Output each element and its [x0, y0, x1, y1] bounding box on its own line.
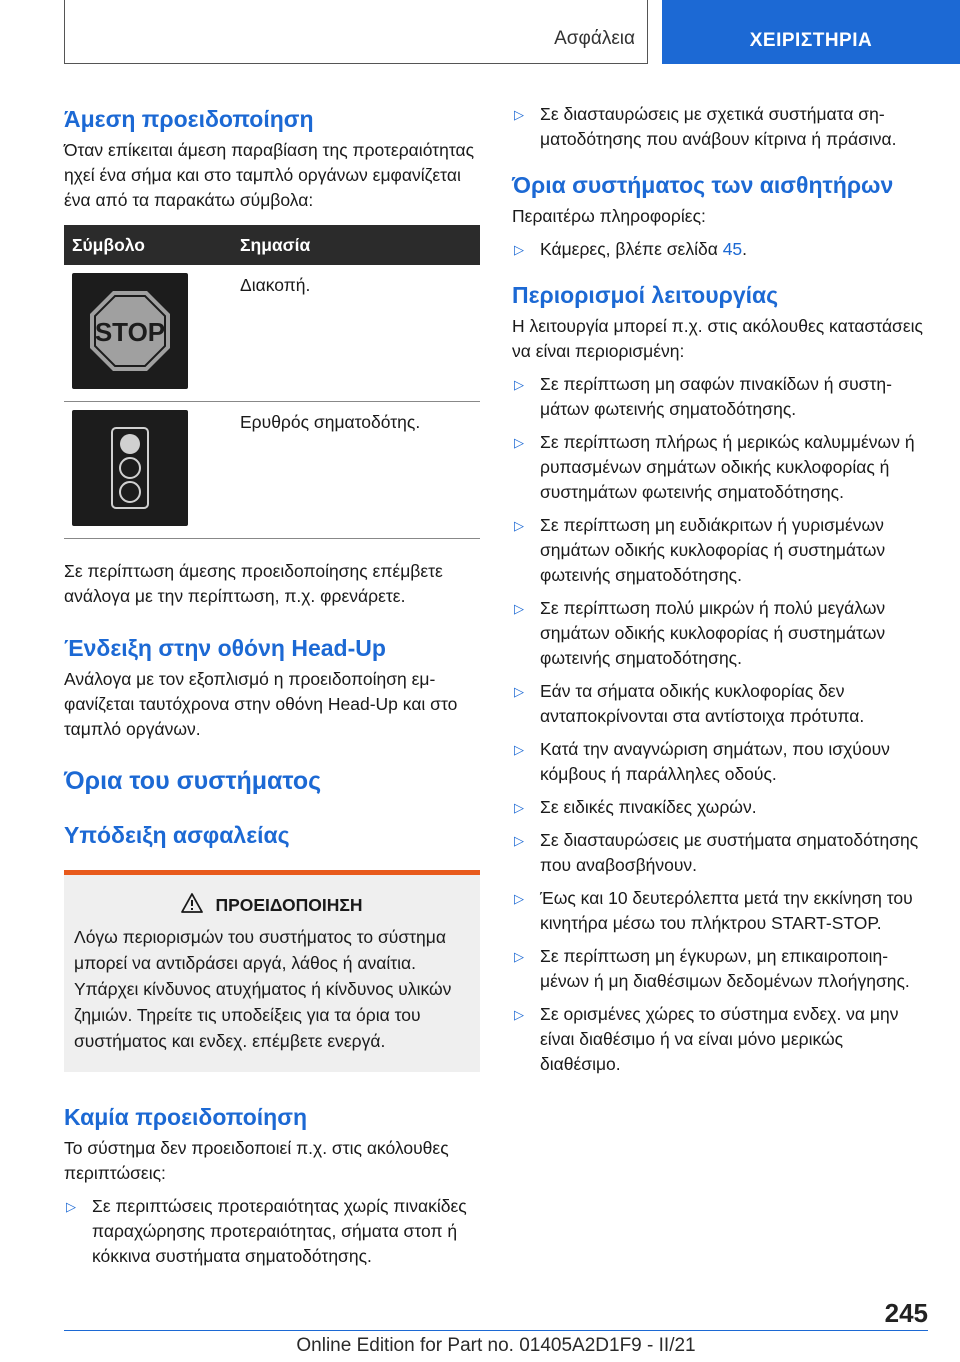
immediate-warning-intro: Όταν επίκειται άμεση παραβίαση της προτεραιότητας ηχεί ένα σήμα και στο ταμπλό οργάνων εμφανίζεται ένα από τα παρακάτω σύμβολα: — [64, 140, 475, 210]
no-warning-heading: Καμία προειδοποίηση — [64, 1104, 308, 1130]
list-item — [512, 886, 928, 936]
list-item — [512, 679, 928, 729]
meaning-cell: Ερυθρός σηματοδότης. — [232, 402, 480, 539]
list-item — [64, 1194, 480, 1269]
triangle-bullet-icon: ▷ — [66, 1199, 76, 1214]
list-item-text: Εάν τα σήματα οδικής κυκλοφορίας δεν ανταποκρίνονται στα αντίστοιχα πρότυπα. — [540, 681, 865, 726]
meaning-cell: Διακοπή. — [232, 265, 480, 402]
triangle-bullet-icon: ▷ — [514, 377, 524, 392]
warning-box — [64, 870, 480, 1072]
headup-heading: Ένδειξη στην οθόνη Head-Up — [64, 635, 386, 661]
list-item — [512, 944, 928, 994]
triangle-bullet-icon: ▷ — [514, 833, 524, 848]
triangle-bullet-icon: ▷ — [514, 242, 524, 257]
traffic-light-red-icon — [72, 410, 188, 526]
warning-text: Λόγω περιορισμών του συστήματος το σύστημα μπορεί να αντιδράσει αργά, λάθος ή αναίτια. Υπάρχει κίνδυνος ατυχήματος ή κίνδυνος υλικών ζημιών. Τηρείτε τις υποδείξεις για τα όρια του συστήματος και ενδεχ. επέμβετε ενεργά. — [74, 927, 452, 1051]
list-item-text: Σε περίπτωση μη έγκυρων, μη επικαιροποιημένων ή μη διαθέσιμων δεδομένων πλοήγησης. — [540, 946, 910, 991]
symbol-table — [64, 225, 480, 539]
list-item-text: Σε ειδικές πινακίδες χωρών. — [540, 797, 757, 817]
table-row — [64, 402, 480, 539]
list-item-text: Σε περίπτωση πλήρως ή μερικώς καλυμμένων ή ρυπασμένων σημάτων οδικής κυκλοφορίας ή συστημάτων φωτεινής σηματοδότησης. — [540, 432, 915, 502]
header-chapter-label: ΧΕΙΡΙΣΤΗΡΙΑ — [749, 30, 873, 51]
col-meaning: Σημασία — [232, 225, 480, 265]
list-item — [512, 237, 928, 262]
list-item — [512, 102, 928, 152]
triangle-bullet-icon: ▷ — [514, 601, 524, 616]
top-list — [512, 102, 928, 152]
no-warning-list — [64, 1194, 480, 1269]
stop-sign-text: STOP — [94, 317, 166, 347]
sensor-limits-list — [512, 237, 928, 262]
list-item — [512, 372, 928, 422]
symbol-cell — [64, 402, 232, 539]
function-limits-heading: Περιορισμοί λειτουργίας — [512, 282, 779, 308]
function-limits-list — [512, 372, 928, 1077]
symbol-table-header — [64, 225, 480, 265]
list-item-text: Σε περιπτώσεις προτεραιότητας χωρίς πινακίδες παραχώρησης προτεραιότητας, σήματα στοπ ή κόκκινα συστήματα σηματοδότησης. — [92, 1196, 467, 1266]
header-section-box — [64, 0, 648, 64]
safety-section — [64, 820, 480, 850]
triangle-bullet-icon: ▷ — [514, 1007, 524, 1022]
symbol-cell — [64, 265, 232, 402]
triangle-bullet-icon: ▷ — [514, 107, 524, 122]
immediate-warning-section — [64, 104, 480, 213]
list-item — [512, 737, 928, 787]
right-column — [512, 96, 928, 1085]
list-item-text: Κατά την αναγνώριση σημάτων, που ισχύουν κόμβους ή παράλληλες οδούς. — [540, 739, 890, 784]
triangle-bullet-icon: ▷ — [514, 435, 524, 450]
list-item — [512, 795, 928, 820]
left-column — [64, 96, 480, 1277]
list-item — [512, 596, 928, 671]
immediate-warning-heading: Άμεση προειδοποίηση — [64, 106, 314, 132]
footer-edition: Online Edition for Part no. 01405A2D1F9 - II/21 — [296, 1335, 696, 1356]
page-45-link[interactable]: 45 — [722, 239, 743, 259]
triangle-bullet-icon: ▷ — [514, 742, 524, 757]
list-item-text: Σε περίπτωση πολύ μικρών ή πολύ μεγάλων σημάτων οδικής κυκλοφορίας ή συστημάτων φωτεινής σηματοδότησης. — [540, 598, 886, 668]
list-item-suffix: . — [742, 239, 748, 259]
list-item — [512, 1002, 928, 1077]
headup-text: Ανάλογα με τον εξοπλισμό η προειδοποίηση εμφανίζεται ταυτόχρονα στην οθόνη Head-Up και στο ταμπλό οργάνων. — [64, 669, 458, 739]
list-item-text: Κάμερες, βλέπε σελίδα — [540, 239, 723, 259]
limits-section — [64, 766, 480, 796]
no-warning-section — [64, 1102, 480, 1269]
header-chapter-tab[interactable] — [662, 0, 960, 64]
list-item-text: Σε ορισμένες χώρες το σύστημα ενδεχ. να μην είναι διαθέσιμο ή να είναι μόνο μερικώς διαθέσιμο. — [540, 1004, 899, 1074]
function-limits-text: Η λειτουργία μπορεί π.χ. στις ακόλουθες καταστάσεις να είναι περιορισμένη: — [512, 316, 923, 361]
sensor-limits-text: Περαιτέρω πληροφορίες: — [512, 206, 706, 226]
footer-divider — [64, 1330, 928, 1331]
triangle-bullet-icon: ▷ — [514, 518, 524, 533]
sensor-limits-heading: Όρια συστήματος των αισθητήρων — [512, 172, 894, 198]
col-symbol: Σύμβολο — [64, 225, 232, 265]
function-limits-section — [512, 280, 928, 1077]
headup-section — [64, 633, 480, 742]
list-item — [512, 828, 928, 878]
table-row — [64, 265, 480, 402]
no-warning-text: Το σύστημα δεν προειδοποιεί π.χ. στις ακόλουθες περιπτώσεις: — [64, 1138, 449, 1183]
list-item-text: Έως και 10 δευτερόλεπτα μετά την εκκίνηση του κινητήρα μέσω του πλήκτρου START-STOP. — [540, 888, 913, 933]
triangle-bullet-icon: ▷ — [514, 684, 524, 699]
warning-triangle-icon — [181, 893, 203, 918]
list-item-text: Σε περίπτωση μη σαφών πινακίδων ή συστημάτων φωτεινής σηματοδότησης. — [540, 374, 892, 419]
triangle-bullet-icon: ▷ — [514, 891, 524, 906]
header-section-title: Ασφάλεια — [554, 28, 635, 49]
page-number: 245 — [884, 1298, 928, 1328]
stop-sign-icon — [72, 273, 188, 389]
safety-heading: Υπόδειξη ασφαλείας — [64, 822, 290, 848]
list-item-text: Σε διασταυρώσεις με συστήματα σηματοδότησης που αναβοσβήνουν. — [540, 830, 919, 875]
list-item-text: Σε περίπτωση μη ευδιάκριτων ή γυρισμένων σημάτων οδικής κυκλοφορίας ή συστημάτων φωτεινής σηματοδότησης. — [540, 515, 886, 585]
triangle-bullet-icon: ▷ — [514, 949, 524, 964]
sensor-limits-section — [512, 170, 928, 262]
list-item-text: Σε διασταυρώσεις με σχετικά συστήματα σηματοδότησης που ανάβουν κίτρινα ή πράσινα. — [540, 104, 897, 149]
warning-title: ΠΡΟΕΙΔΟΠΟΙΗΣΗ — [215, 895, 363, 915]
warning-title-row — [74, 893, 470, 918]
after-table-text: Σε περίπτωση άμεσης προειδοποίησης επέμβετε ανάλογα με την περίπτωση, π.χ. φρενάρετε. — [64, 561, 443, 606]
list-item — [512, 430, 928, 505]
list-item — [512, 513, 928, 588]
triangle-bullet-icon: ▷ — [514, 800, 524, 815]
limits-heading: Όρια του συστήματος — [64, 767, 322, 795]
